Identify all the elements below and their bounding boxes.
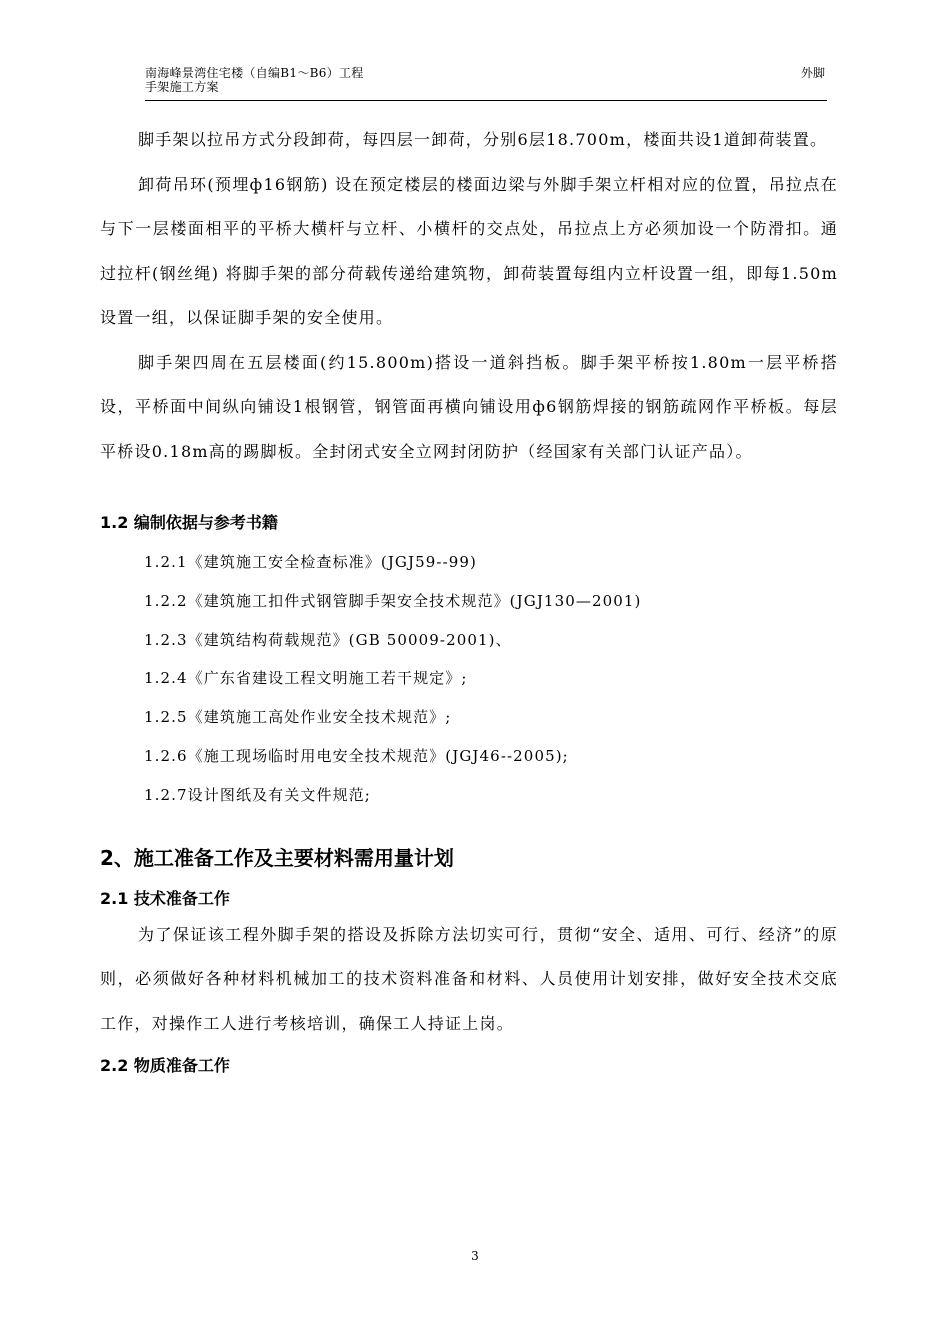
page-number: 3 bbox=[471, 1249, 479, 1263]
reference-item: 1.2.5《建筑施工高处作业安全技术规范》; bbox=[144, 708, 452, 727]
reference-item: 1.2.1《建筑施工安全检查标准》(JGJ59--99) bbox=[144, 553, 477, 571]
header-title-line2: 手架施工方案 bbox=[145, 80, 219, 94]
header-title-line1: 南海峰景湾住宅楼（自编B1～B6）工程 bbox=[145, 66, 364, 80]
reference-item: 1.2.3《建筑结构荷载规范》(GB 50009-2001)、 bbox=[144, 630, 512, 649]
section-2-1-paragraph: 为了保证该工程外脚手架的搭设及拆除方法切实可行，贯彻“安全、适用、可行、经济”的原则，必须做好各种材料机械加工的技术资料准备和材料、人员使用计划安排，做好安全技术交底工作，对操作工人进行考核培训，确保工人持证上岗。 bbox=[100, 924, 838, 1033]
section-2-1-heading: 2.1 技术准备工作 bbox=[100, 888, 230, 908]
header-right-label: 外脚 bbox=[800, 66, 825, 80]
section-1-2-heading: 1.2 编制依据与参考书籍 bbox=[100, 513, 278, 532]
intro-paragraph-2: 卸荷吊环(预埋ф16钢筋) 设在预定楼层的楼面边梁与外脚手架立杆相对应的位置，吊拉点在与下一层楼面相平的平桥大横杆与立杆、小横杆的交点处，吊拉点上方必须加设一个防滑扣。通过拉杆(钢丝绳) 将脚手架的部分荷载传递给建筑物，卸荷装置每组内立杆设置一组，即每1.50m设置一组，以保证脚手架的安全使用。 bbox=[100, 174, 838, 327]
section-2-2-heading: 2.2 物质准备工作 bbox=[100, 1056, 230, 1076]
intro-paragraph-1: 脚手架以拉吊方式分段卸荷，每四层一卸荷，分别6层18.700m，楼面共设1道卸荷装置。 bbox=[138, 130, 828, 149]
intro-paragraph-3: 脚手架四周在五层楼面(约15.800m)搭设一道斜挡板。脚手架平桥按1.80m一层平桥搭设，平桥面中间纵向铺设1根钢管，钢管面再横向铺设用ф6钢筋焊接的钢筋疏网作平桥板。每层平桥设0.18m高的踢脚板。全封闭式安全立网封闭防护（经国家有关部门认证产品）。 bbox=[100, 352, 838, 461]
page-header bbox=[145, 66, 827, 101]
reference-list bbox=[100, 543, 838, 815]
reference-item: 1.2.4《广东省建设工程文明施工若干规定》; bbox=[144, 669, 468, 688]
reference-item: 1.2.2《建筑施工扣件式钢管脚手架安全技术规范》(JGJ130—2001) bbox=[144, 591, 642, 610]
header-title bbox=[145, 66, 364, 94]
reference-item: 1.2.7设计图纸及有关文件规范; bbox=[144, 785, 371, 804]
section-2-heading: 2、施工准备工作及主要材料需用量计划 bbox=[100, 845, 454, 870]
document-body bbox=[100, 118, 838, 1076]
reference-item: 1.2.6《施工现场临时用电安全技术规范》(JGJ46--2005); bbox=[144, 746, 569, 765]
